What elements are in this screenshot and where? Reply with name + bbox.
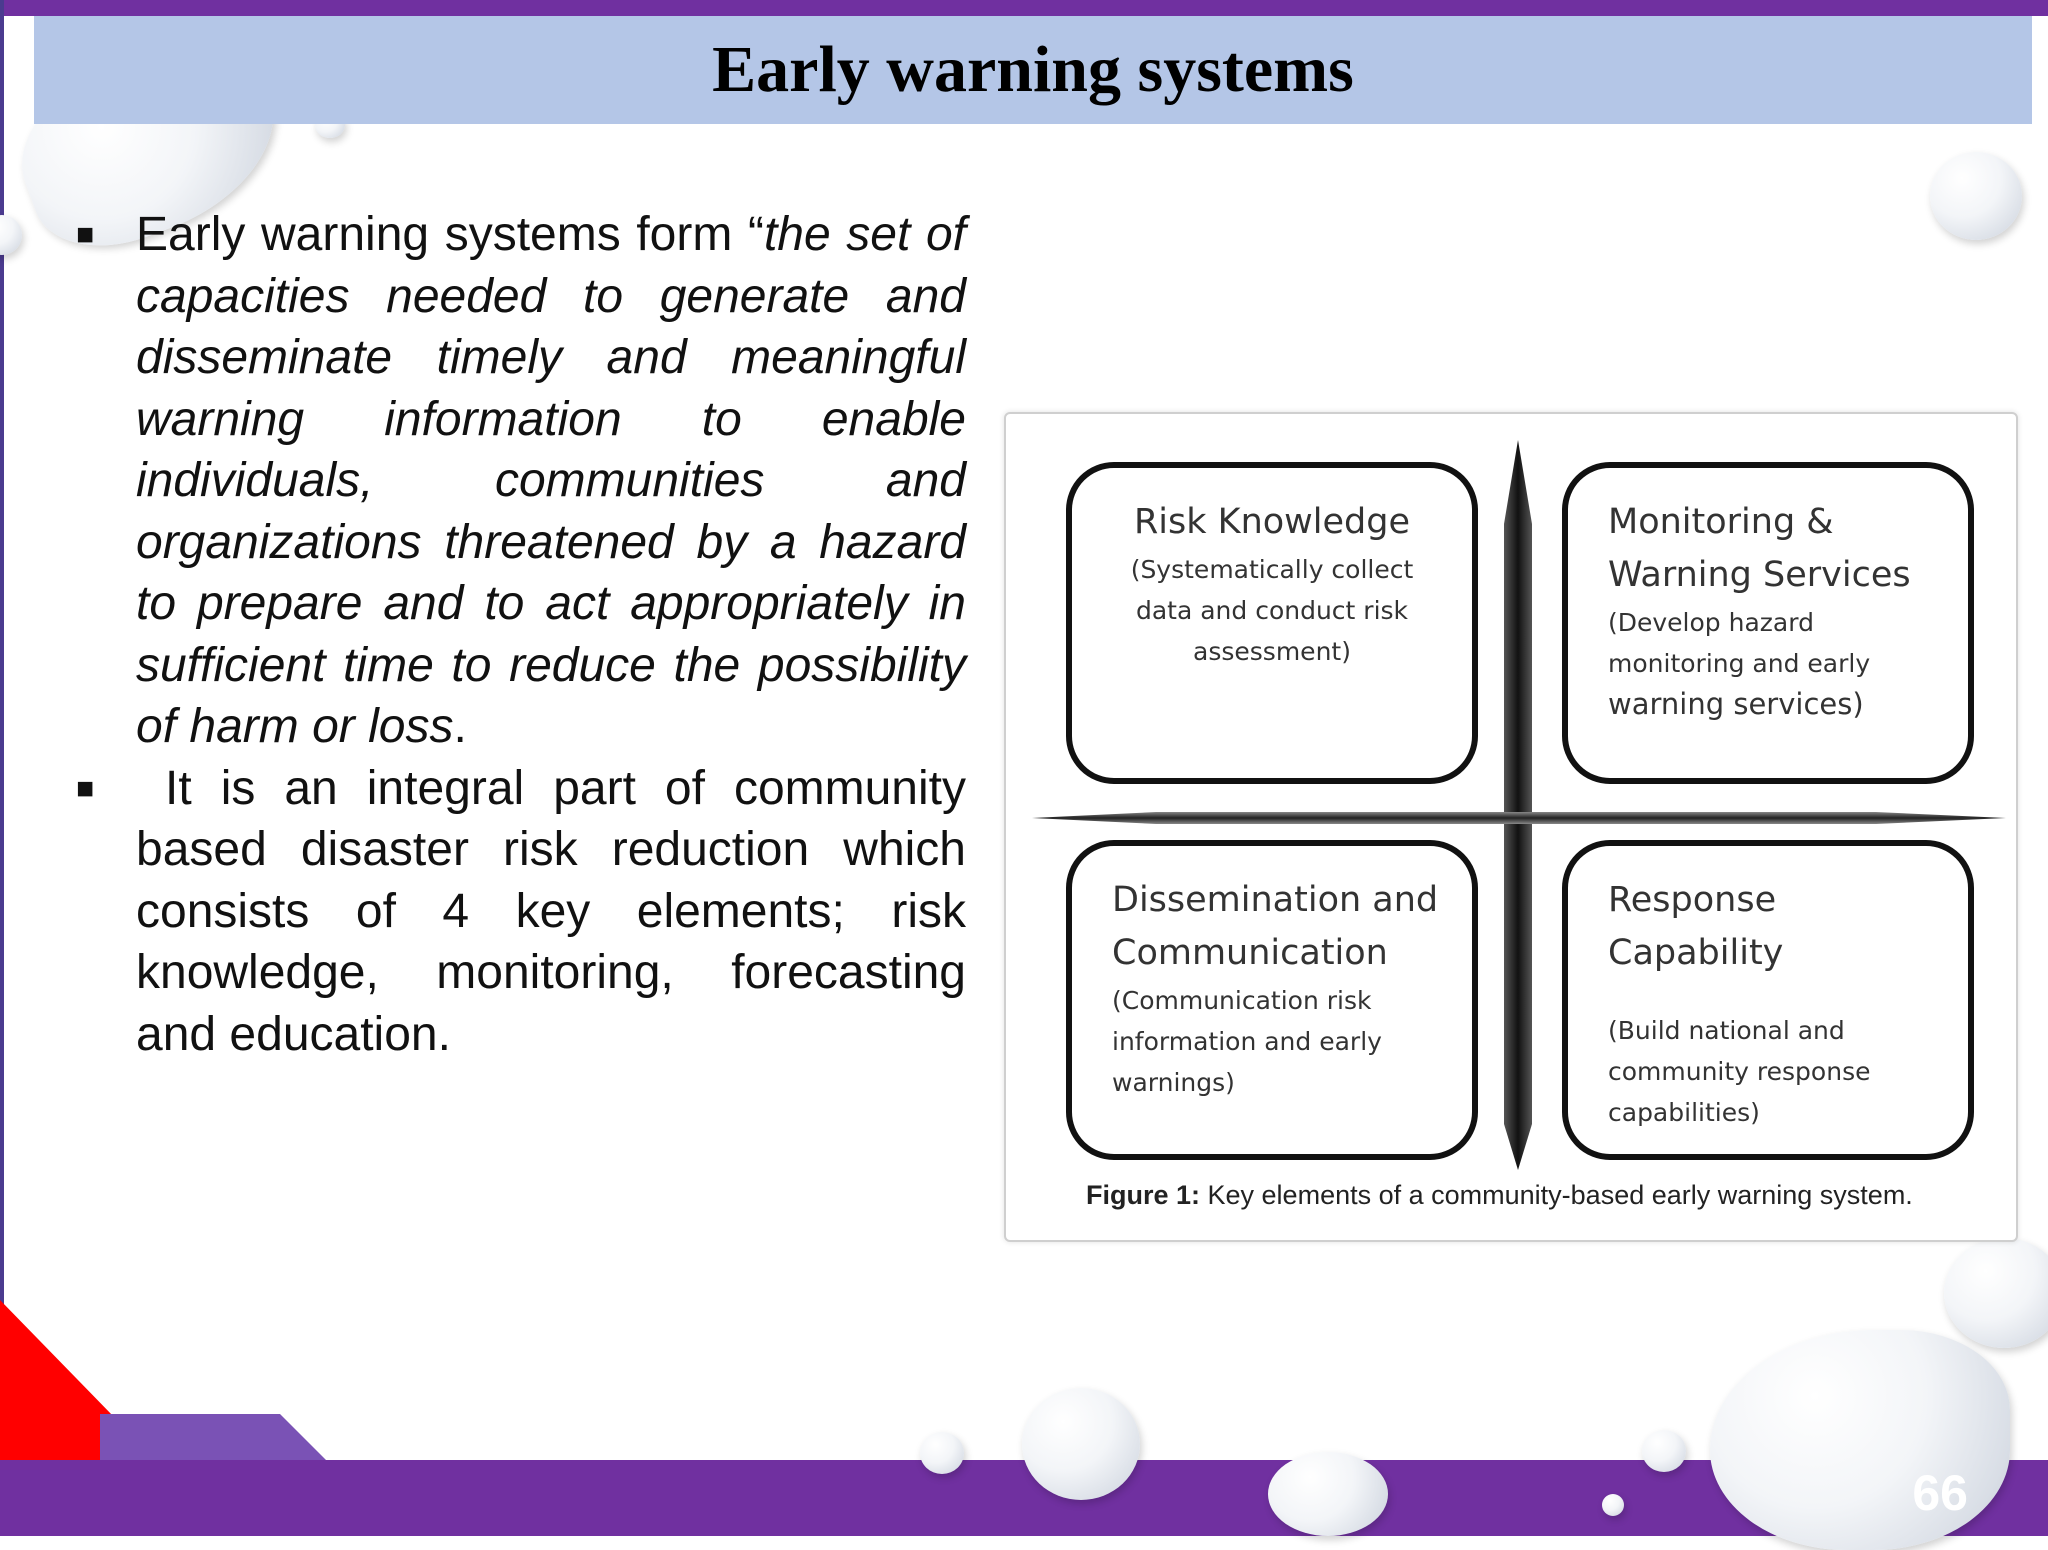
quadrant-subtitle: information and early xyxy=(1112,1027,1382,1056)
bullet-2-text: It is an integral part of community based disaster risk reduction which consists of 4 key elements; risk knowledge, monitoring, forecasting and education. xyxy=(136,761,980,1061)
water-drop-decoration xyxy=(920,1432,964,1474)
bullet-item-1 xyxy=(70,204,966,758)
quadrant-title: Dissemination and xyxy=(1112,880,1439,920)
water-drop-decoration xyxy=(1268,1452,1388,1536)
quadrant-subtitle: (Systematically collect xyxy=(1130,555,1414,584)
quadrant-subtitle: (Communication risk xyxy=(1112,986,1372,1015)
quadrant-monitoring xyxy=(1562,462,1974,784)
water-drop-decoration xyxy=(1642,1430,1686,1472)
quadrant-subtitle: warnings) xyxy=(1112,1068,1235,1097)
quadrant-subtitle: data and conduct risk xyxy=(1135,596,1409,625)
figure-caption-text: Key elements of a community-based early warning system. xyxy=(1200,1180,1913,1210)
horizontal-arrow xyxy=(1032,812,2006,824)
bottom-stripe-decoration xyxy=(100,1414,340,1464)
bullet-1-end: . xyxy=(453,700,467,753)
quadrant-title: Risk Knowledge xyxy=(1133,502,1411,542)
quadrant-subtitle: monitoring and early xyxy=(1608,649,1871,678)
figure-box xyxy=(1004,412,2018,1242)
bullet-1-text: Early warning systems form “ xyxy=(136,208,764,261)
bullet-list xyxy=(70,204,980,1065)
water-drop-decoration xyxy=(1930,152,2022,240)
top-bar xyxy=(0,0,2048,16)
quadrant-title: Capability xyxy=(1608,933,1784,973)
quadrant-title: Response xyxy=(1608,880,1777,920)
water-drop-decoration xyxy=(1944,1238,2048,1348)
bullet-marker-icon: ■ xyxy=(76,771,95,805)
quadrant-title: Monitoring & xyxy=(1608,502,1834,542)
bullet-1-quote: the set of capacities needed to generate and disseminate timely and meaningful warning information to enable individuals, communities and organizations threatened by a hazard to prepare and to act appropriately in sufficient time to reduce the possibility of harm or loss xyxy=(136,208,966,753)
quadrant-risk-knowledge xyxy=(1066,462,1478,784)
page-number: 66 xyxy=(1912,1465,1968,1521)
quadrant-subtitle: warning services) xyxy=(1608,687,1864,721)
quadrant-subtitle: community response xyxy=(1608,1057,1871,1086)
quadrant-title: Communication xyxy=(1112,933,1388,973)
quadrant-title: Warning Services xyxy=(1608,555,1911,595)
quadrant-subtitle: (Build national and xyxy=(1608,1016,1845,1045)
figure-caption xyxy=(1086,1180,1913,1211)
quadrant-subtitle: capabilities) xyxy=(1608,1098,1760,1127)
quadrant-subtitle: (Develop hazard xyxy=(1608,608,1814,637)
bullet-item-2 xyxy=(70,758,980,1066)
vertical-arrow xyxy=(1504,440,1532,1170)
water-drop-decoration xyxy=(1022,1388,1140,1500)
quadrant-dissemination xyxy=(1066,840,1478,1160)
quadrant-response xyxy=(1562,840,1974,1160)
quadrant-subtitle: assessment) xyxy=(1193,637,1351,666)
water-drop-decoration xyxy=(1602,1494,1624,1516)
title-band xyxy=(34,16,2032,124)
bullet-marker-icon: ■ xyxy=(76,218,95,251)
figure-caption-label: Figure 1: xyxy=(1086,1180,1201,1210)
slide-title: Early warning systems xyxy=(712,33,1354,106)
water-drop-decoration xyxy=(0,215,22,255)
